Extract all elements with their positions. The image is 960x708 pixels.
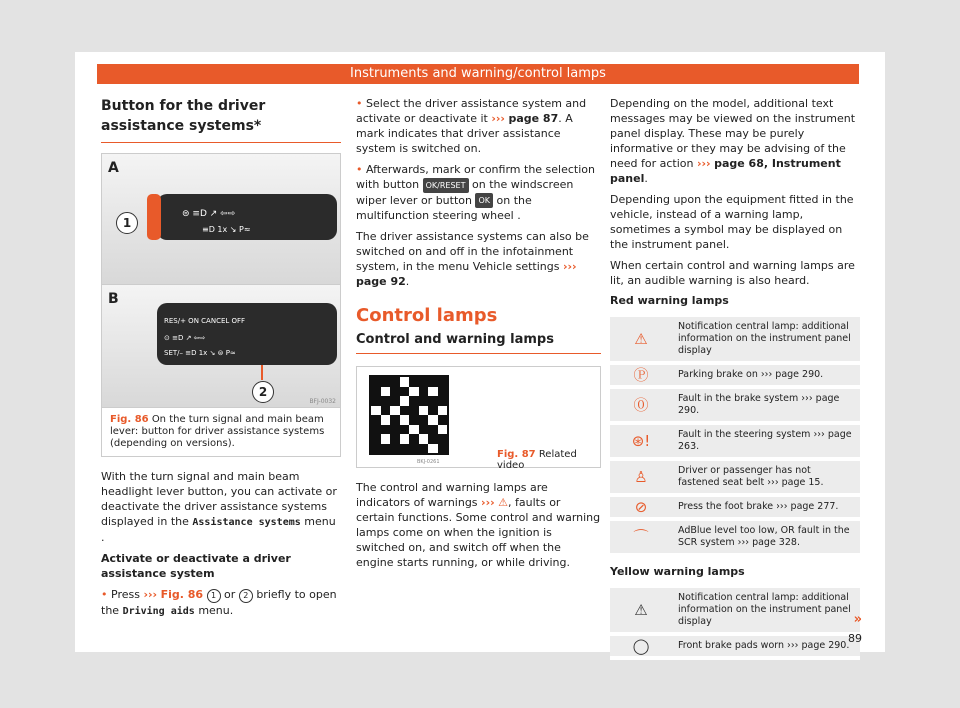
page-header: Instruments and warning/control lamps [97,64,859,84]
warning-lamp-icon: Ⓟ [610,363,672,387]
lever-b-illustration [102,285,340,407]
continue-icon: » [853,612,862,627]
control-lamps-title: Control lamps [356,305,498,326]
bullet-text: Press [111,588,140,601]
lamp-description: Front brake pads worn ››› page 290. [672,634,860,658]
bullet-confirm [356,162,601,223]
lamp-row [610,519,860,555]
subheading: Activate or deactivate a driver assistance system [101,552,291,580]
lamp-description: Fault in the steering system ››› page 263. [672,423,860,459]
bullet-text: or [224,588,236,601]
lever-a-illustration [102,154,340,284]
para-text: With the turn signal and main beam headlight lever button, you can activate or deactivate the driver assistance systems displayed in the [101,470,337,528]
lamp-description: Press the foot brake ››› page 277. [672,495,860,519]
bullet-text: briefly to open the [101,588,337,617]
figure-link[interactable]: Fig. 86 [160,588,204,601]
page-link[interactable]: page 87 [508,112,559,125]
para-text: menu . [101,515,336,544]
svg-text:⊙ ≡D ↗ ⇦⇨: ⊙ ≡D ↗ ⇦⇨ [164,334,206,342]
paragraph-equipment: Depending upon the equipment fitted in the vehicle, instead of a warning lamp, sometimes a symbol may be displayed on the instrument panel. [610,193,854,251]
lamp-row [610,423,860,459]
menu-name: Assistance systems [192,517,301,528]
svg-text:≡D 1x ↘ P≈: ≡D 1x ↘ P≈ [202,225,251,234]
menu-name: Driving aids [122,606,195,617]
figure-86 [101,153,341,457]
lamp-row [610,363,860,387]
figure-label: Fig. 86 [110,414,149,425]
para-text: Depending on the model, additional text messages may be viewed on the instrument panel display. These may be purely informative or they may be advising of the need for action [610,97,856,170]
warning-lamp-icon: ⊛! [610,423,672,459]
page-link[interactable]: page 68, Instrument panel [610,157,841,185]
lamp-row [610,387,860,423]
column-1 [101,96,341,625]
bullet-text: Select the driver assistance system and activate or deactivate it [356,97,587,125]
figure-panel-a [102,154,340,285]
figure-87 [356,366,601,471]
panel-letter-a: A [108,160,119,176]
bullet-icon: • [101,588,108,601]
callout-2: 2 [252,381,274,403]
lamp-description: AdBlue level too low, OR fault in the SCR system ››› page 328. [672,519,860,555]
svg-text:SET/– ≡D 1x ↘ ⊜ P≈: SET/– ≡D 1x ↘ ⊜ P≈ [164,349,236,357]
section-title: Button for the driver assistance systems* [101,96,341,143]
red-lamps-heading: Red warning lamps [610,294,729,307]
warning-lamp-icon: ⓪ [610,387,672,423]
callout-1: 1 [116,212,138,234]
control-warning-subtitle: Control and warning lamps [356,332,601,354]
warning-triangle-icon[interactable]: ⚠ [498,496,509,509]
yellow-lamps-heading: Yellow warning lamps [610,565,745,578]
ref-arrow-icon: ››› [491,112,505,125]
column-2 [356,96,601,576]
warning-lamp-icon: ⚠ [610,588,672,634]
ref-arrow-icon: ››› [143,588,158,601]
qr-code-label: BKJ-0261 [417,459,440,465]
bullet-select [356,96,601,156]
bullet-press [101,587,341,619]
lamp-description: Notification central lamp: additional information on the instrument panel display [672,317,860,363]
svg-text:RES/+ ON CANCEL OFF: RES/+ ON CANCEL OFF [164,317,246,325]
bullet-text: on the windscreen wiper lever or button [356,178,574,207]
bullet-text: on the multifunction steering wheel . [356,193,532,222]
paragraph-intro [101,469,341,545]
bullet-text: . A mark indicates that driver assistance system is switched on. [356,112,573,155]
warning-lamp-icon: ◯ [610,634,672,658]
bullet-icon: • [356,163,363,176]
lamp-row [610,459,860,495]
lamp-row [610,495,860,519]
ref-arrow-icon: ››› [481,496,495,509]
lamp-description: Parking brake on ››› page 290. [672,363,860,387]
paragraph-infotainment: The driver assistance systems can also be switched on and off in the infotainment system, in the menu Vehicle settings ››› page 92. [356,230,589,288]
lamp-description: Fault in the brake system ››› page 290. [672,387,860,423]
warning-lamp-icon: ⊘ [610,495,672,519]
ok-button-icon: OK [475,193,493,208]
lamp-row [610,317,860,363]
lamp-row [610,588,860,634]
para-text: The control and warning lamps are indicators of warnings [356,481,548,509]
qr-code-icon[interactable] [369,375,449,455]
warning-lamp-icon: ⚠ [610,317,672,363]
red-lamps-table [610,317,860,557]
paragraph-messages: Depending on the model, additional text messages may be viewed on the instrument panel display. These may be purely informative or they may be advising of the need for action ››› page 68, Instrument panel. [610,97,856,185]
ref-arrow-icon: ››› [696,157,711,170]
bullet-text: Afterwards, mark or confirm the selection with button [356,163,595,191]
lamp-description: Notification central lamp: additional information on the instrument panel display [672,588,860,634]
page-link[interactable]: page 92 [356,275,406,288]
para-text: The driver assistance systems can also be switched on and off in the infotainment system, in the menu Vehicle settings [356,230,589,273]
ok-reset-button-icon: OK/RESET [423,178,469,193]
lamp-row [610,634,860,658]
lamp-description: Driver or passenger has not fastened seat belt ››› page 15. [672,459,860,495]
page-number: 89 [848,632,862,645]
column-3 [610,96,860,668]
figure-panel-b [102,285,340,408]
para-text: , faults or certain functions. Some control and warning lamps come on when the ignition is switched on, and switch off when the engine starts running, or while driving. [356,496,601,569]
figure-caption-text: On the turn signal and main beam lever: button for driver assistance systems (depending on versions). [110,414,325,449]
figure-code: BFJ-0032 [309,398,336,405]
bullet-icon: • [356,97,363,110]
bullet-text: menu. [198,604,234,617]
panel-letter-b: B [108,291,119,307]
callout-ref-2: 2 [239,589,253,603]
paragraph-audible: When certain control and warning lamps are lit, an audible warning is also heard. [610,259,855,287]
warning-lamp-icon: ♙ [610,459,672,495]
callout-ref-1: 1 [207,589,221,603]
qr-caption [497,449,600,471]
warning-lamp-icon: ⌒ [610,519,672,555]
ref-arrow-icon: ››› [562,260,577,273]
svg-text:⊜ ≡D ↗ ⇦⇨: ⊜ ≡D ↗ ⇦⇨ [182,209,236,219]
paragraph-control-lamps [356,480,601,570]
figure-caption [102,408,340,456]
figure-caption-text: Related video [497,449,577,471]
yellow-lamps-table [610,588,860,660]
figure-label: Fig. 87 [497,449,536,460]
